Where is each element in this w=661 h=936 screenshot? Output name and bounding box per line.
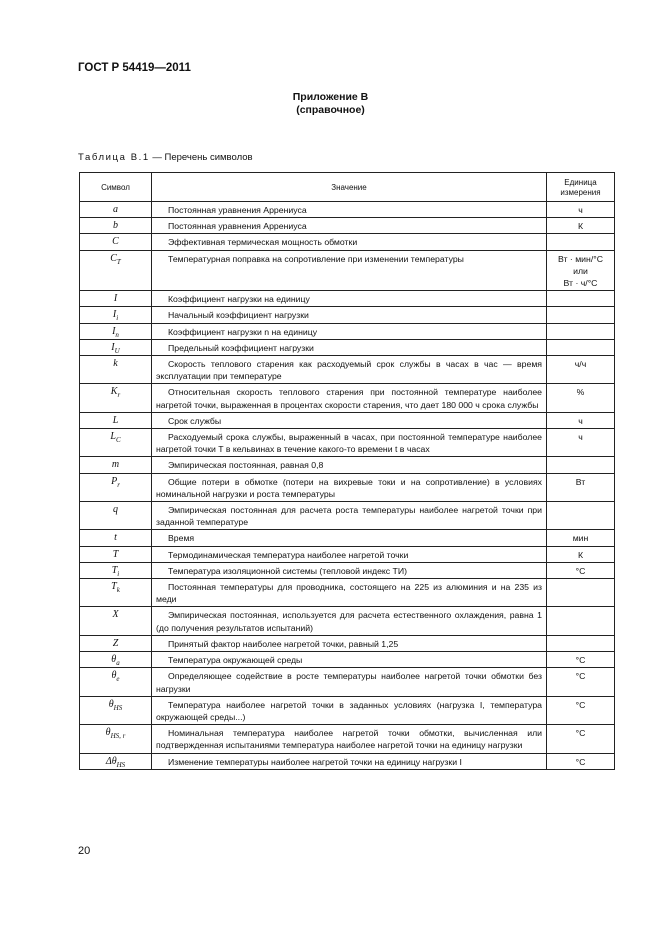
meaning-cell: Эмпирическая постоянная для расчета роста температуры наиболее нагретой точки при заданной температуре [152,502,547,530]
symbol-cell [80,429,152,457]
table-row [80,339,615,355]
table-row [80,323,615,339]
table-row [80,412,615,428]
symbol-cell [80,250,152,291]
symbol-cell [80,668,152,696]
table-row [80,725,615,753]
unit-cell [547,607,615,635]
table-row [80,457,615,473]
meaning-cell: Изменение температуры наиболее нагретой точки на единицу нагрузки I [152,753,547,769]
meaning-cell: Постоянная температуры для проводника, состоящего на 225 из алюминия и на 235 из меди [152,579,547,607]
symbol-cell [80,652,152,668]
symbol-cell [80,412,152,428]
symbol-subscript: HS, r [110,732,126,741]
meaning-cell: Предельный коэффициент нагрузки [152,339,547,355]
symbol-cell [80,562,152,578]
meaning-cell: Принятый фактор наиболее нагретой точки, равный 1,25 [152,635,547,651]
symbol-cell [80,530,152,546]
table-row [80,530,615,546]
meaning-cell: Температура изоляционной системы (тепловой индекс ТИ) [152,562,547,578]
symbol-letter: b [113,220,118,232]
table-row [80,429,615,457]
unit-cell: °С [547,725,615,753]
table-header-row [80,173,615,202]
unit-cell: °С [547,753,615,769]
symbol-cell [80,579,152,607]
meaning-cell: Определяющее содействие в росте температуры наиболее нагретой точки обмотки без нагрузки [152,668,547,696]
header-symbol: Символ [80,173,152,202]
symbol-cell [80,307,152,323]
symbol-letter: Z [112,637,119,649]
symbol-cell [80,473,152,501]
symbol-subscript: r [117,480,120,489]
header-meaning: Значение [152,173,547,202]
symbol-letter: Δθ [105,755,117,767]
unit-cell [547,457,615,473]
table-row [80,473,615,501]
meaning-cell: Температура окружающей среды [152,652,547,668]
symbol-cell [80,339,152,355]
meaning-cell: Эмпирическая постоянная, используется для расчета естественного охлаждения, равна 1 (до получения результатов испытаний) [152,607,547,635]
symbol-letter: T [111,581,117,593]
table-row [80,202,615,218]
unit-cell: °С [547,668,615,696]
unit-cell [547,635,615,651]
table-row [80,607,615,635]
meaning-cell: Начальный коэффициент нагрузки [152,307,547,323]
symbol-letter: T [112,548,119,560]
table-row [80,291,615,307]
unit-cell: мин [547,530,615,546]
meaning-cell: Номинальная температура наиболее нагретой точки обмотки, вычисленная или подтвержденная испытаниями температура наиболее нагретой точки на единицу нагрузки [152,725,547,753]
meaning-cell: Температурная поправка на сопротивление при изменении температуры [152,250,547,291]
meaning-cell: Расходуемый срока службы, выраженный в часах, при постоянной температуре наиболее нагретой точки T в кельвинах в течение какого-то времени t в часах [152,429,547,457]
table-row [80,502,615,530]
unit-cell: Вт · мин/°С или Вт · ч/°С [547,250,615,291]
meaning-cell: Скорость теплового старения как расходуемый срок службы в часах в час — время эксплуатации при температуре [152,356,547,384]
symbol-letter: L [112,414,119,426]
table-caption-text: — Перечень символов [149,152,253,163]
symbol-subscript: k [116,586,120,595]
symbol-cell [80,607,152,635]
annex-heading [0,91,661,117]
symbol-cell [80,635,152,651]
unit-cell: °С [547,562,615,578]
symbol-letter: X [112,609,119,621]
table-row [80,579,615,607]
symbol-subscript: U [114,346,120,355]
symbol-letter: I [112,309,117,321]
table-row [80,753,615,769]
symbol-letter: I [113,293,118,305]
symbol-subscript: T [116,257,121,266]
meaning-cell: Коэффициент нагрузки на единицу [152,291,547,307]
meaning-cell: Эффективная термическая мощность обмотки [152,234,547,250]
symbol-subscript: i [116,314,119,323]
table-row [80,635,615,651]
meaning-cell: Время [152,530,547,546]
unit-cell: °С [547,696,615,724]
symbol-letter: t [114,532,117,544]
meaning-cell: Коэффициент нагрузки n на единицу [152,323,547,339]
symbol-letter: T [111,564,118,576]
meaning-cell: Относительная скорость теплового старения при постоянной температуре наиболее нагретой точки, выраженная в процентах скорости старения, что дает 180 000 ч срока службы [152,384,547,412]
meaning-cell: Температура наиболее нагретой точки в заданных условиях (нагрузка I, температура окружающей среды...) [152,696,547,724]
unit-cell: ч [547,429,615,457]
symbol-letter: P [111,475,118,487]
symbol-letter: I [112,325,116,337]
symbol-letter: m [111,459,120,471]
unit-cell: К [547,546,615,562]
meaning-cell: Постоянная уравнения Аррениуса [152,202,547,218]
symbol-subscript: C [115,436,121,445]
table-row [80,250,615,291]
table-caption-label: Таблица В.1 [78,152,150,163]
symbols-table [79,172,615,770]
unit-cell [547,234,615,250]
symbol-cell [80,323,152,339]
symbol-cell [80,725,152,753]
table-row [80,546,615,562]
table-row [80,356,615,384]
symbol-letter: a [113,204,118,215]
symbol-letter: θ [111,670,117,682]
symbol-subscript: r [117,391,121,400]
unit-cell: Вт [547,473,615,501]
symbol-cell [80,234,152,250]
symbol-cell [80,356,152,384]
unit-cell: К [547,218,615,234]
table-row [80,234,615,250]
symbol-cell [80,696,152,724]
unit-cell [547,502,615,530]
table-row [80,562,615,578]
symbol-cell [80,384,152,412]
meaning-cell: Срок службы [152,412,547,428]
symbol-cell [80,291,152,307]
symbol-cell [80,502,152,530]
table-row [80,668,615,696]
table-row [80,218,615,234]
symbol-letter: θ [111,654,117,666]
symbol-subscript: i [117,569,120,578]
symbol-cell [80,202,152,218]
header-unit [547,173,615,202]
symbol-subscript: n [115,330,119,339]
symbol-letter: K [110,386,118,398]
unit-cell [547,579,615,607]
unit-cell: ч/ч [547,356,615,384]
page-number: 20 [78,845,91,857]
symbol-letter: q [113,504,118,516]
symbol-cell [80,546,152,562]
meaning-cell: Постоянная уравнения Аррениуса [152,218,547,234]
meaning-cell: Эмпирическая постоянная, равная 0,8 [152,457,547,473]
unit-cell: °С [547,652,615,668]
symbol-subscript: e [116,675,120,684]
unit-cell [547,307,615,323]
annex-title: Приложение В [292,91,369,103]
unit-cell [547,291,615,307]
table-body [80,202,615,770]
symbol-letter: θ [108,698,114,710]
symbol-letter: θ [105,727,111,739]
annex-subtitle: (справочное) [296,104,365,116]
symbol-letter: C [112,236,119,248]
unit-cell: ч [547,412,615,428]
symbol-letter: k [113,358,118,370]
unit-cell [547,339,615,355]
symbol-cell [80,218,152,234]
table-row [80,384,615,412]
unit-cell: % [547,384,615,412]
document-id: ГОСТ Р 54419—2011 [78,62,191,74]
symbol-letter: I [111,341,115,353]
table-caption [78,152,253,163]
table-row [80,307,615,323]
meaning-cell: Термодинамическая температура наиболее нагретой точки [152,546,547,562]
symbol-subscript: a [116,659,120,668]
table-row [80,696,615,724]
symbol-cell [80,753,152,769]
symbol-cell [80,457,152,473]
symbol-subscript: HS [116,760,126,769]
meaning-cell: Общие потери в обмотке (потери на вихревые токи и на сопротивление) в условиях номинальной нагрузки и роста температуры [152,473,547,501]
symbol-letter: C [110,252,117,264]
header-unit-line2: измерения [560,187,601,197]
unit-cell [547,323,615,339]
unit-cell: ч [547,202,615,218]
symbol-subscript: HS [113,703,123,712]
symbol-letter: L [110,431,116,443]
table-row [80,652,615,668]
header-unit-line1: Единица [564,177,597,187]
